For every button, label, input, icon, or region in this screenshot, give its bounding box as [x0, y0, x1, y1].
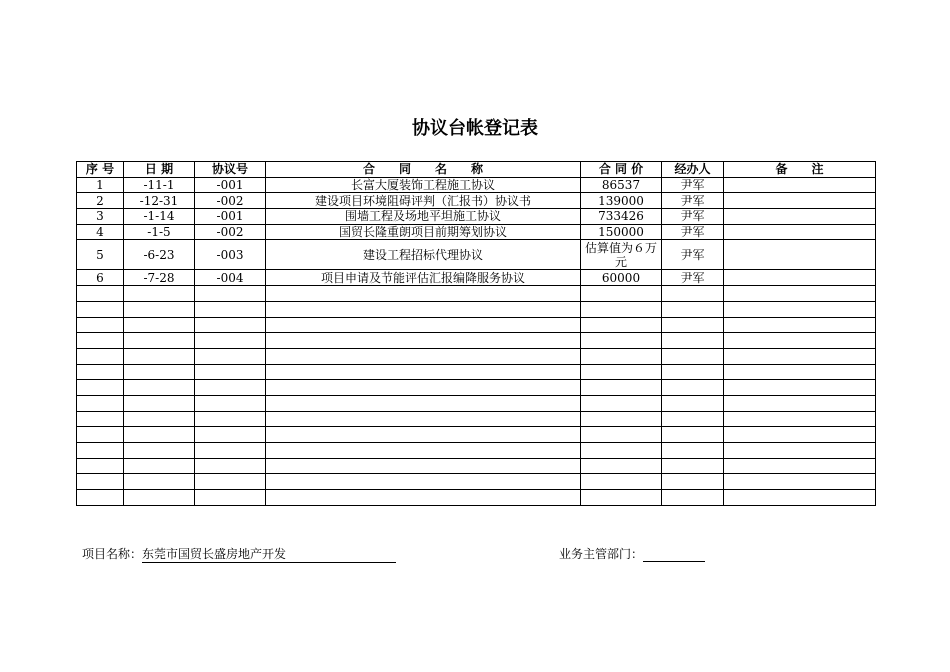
cell-price: 139000 [581, 193, 662, 209]
cell-code: -002 [195, 224, 266, 240]
empty-cell [124, 395, 195, 411]
cell-no: 6 [77, 270, 124, 286]
empty-cell [581, 301, 662, 317]
empty-cell [724, 395, 876, 411]
empty-row [77, 364, 876, 380]
department-field [559, 545, 705, 562]
empty-cell [124, 474, 195, 490]
column-header: 日 期 [124, 162, 195, 178]
cell-price: 60000 [581, 270, 662, 286]
empty-cell [724, 427, 876, 443]
cell-handler: 尹军 [662, 270, 724, 286]
table-row [77, 224, 876, 240]
empty-cell [581, 380, 662, 396]
empty-cell [266, 364, 581, 380]
page-title: 协议台帐登记表 [412, 118, 538, 139]
department-label: 业务主管部门： [559, 547, 644, 561]
empty-cell [724, 380, 876, 396]
empty-cell [724, 443, 876, 459]
empty-cell [581, 458, 662, 474]
empty-cell [77, 490, 124, 506]
empty-row [77, 395, 876, 411]
cell-name: 建设项目环境阻碍评判（汇报书）协议书 [266, 193, 581, 209]
empty-cell [724, 490, 876, 506]
empty-cell [662, 317, 724, 333]
empty-cell [662, 348, 724, 364]
empty-cell [662, 380, 724, 396]
cell-remark [724, 240, 876, 270]
cell-no: 5 [77, 240, 124, 270]
cell-code: -003 [195, 240, 266, 270]
empty-cell [77, 301, 124, 317]
cell-remark [724, 270, 876, 286]
empty-cell [195, 333, 266, 349]
empty-cell [124, 427, 195, 443]
cell-date: -7-28 [124, 270, 195, 286]
empty-cell [266, 427, 581, 443]
cell-no: 1 [77, 177, 124, 193]
column-header: 序 号 [77, 162, 124, 178]
empty-cell [662, 395, 724, 411]
empty-cell [581, 474, 662, 490]
empty-cell [124, 458, 195, 474]
cell-handler: 尹军 [662, 193, 724, 209]
empty-cell [662, 427, 724, 443]
empty-cell [124, 333, 195, 349]
empty-cell [724, 348, 876, 364]
cell-code: -004 [195, 270, 266, 286]
table-row [77, 240, 876, 270]
empty-cell [724, 317, 876, 333]
empty-cell [581, 411, 662, 427]
empty-cell [662, 458, 724, 474]
cell-handler: 尹军 [662, 224, 724, 240]
cell-date: -6-23 [124, 240, 195, 270]
empty-cell [581, 333, 662, 349]
empty-cell [124, 380, 195, 396]
cell-date: -1-5 [124, 224, 195, 240]
empty-row [77, 301, 876, 317]
empty-cell [662, 411, 724, 427]
empty-cell [77, 348, 124, 364]
empty-cell [195, 301, 266, 317]
cell-no: 3 [77, 209, 124, 225]
empty-row [77, 443, 876, 459]
project-name-value: 东莞市国贸长盛房地产开发 [142, 545, 396, 563]
empty-cell [195, 427, 266, 443]
ledger-table [76, 161, 876, 506]
column-header: 合 同 名 称 [266, 162, 581, 178]
empty-cell [724, 411, 876, 427]
empty-cell [195, 286, 266, 302]
empty-cell [195, 443, 266, 459]
cell-remark [724, 209, 876, 225]
empty-cell [77, 395, 124, 411]
empty-row [77, 458, 876, 474]
table-row [77, 177, 876, 193]
column-header: 备 注 [724, 162, 876, 178]
empty-cell [195, 411, 266, 427]
empty-cell [581, 443, 662, 459]
cell-handler: 尹军 [662, 240, 724, 270]
empty-cell [266, 348, 581, 364]
empty-cell [124, 301, 195, 317]
cell-name: 长富大厦装饰工程施工协议 [266, 177, 581, 193]
empty-cell [724, 364, 876, 380]
cell-price: 733426 [581, 209, 662, 225]
empty-cell [266, 490, 581, 506]
empty-cell [662, 364, 724, 380]
cell-code: -002 [195, 193, 266, 209]
empty-cell [124, 490, 195, 506]
empty-cell [77, 317, 124, 333]
empty-cell [124, 411, 195, 427]
empty-cell [662, 286, 724, 302]
empty-row [77, 427, 876, 443]
cell-name: 建设工程招标代理协议 [266, 240, 581, 270]
department-blank [643, 547, 705, 562]
cell-remark [724, 177, 876, 193]
empty-cell [724, 458, 876, 474]
empty-cell [77, 474, 124, 490]
empty-cell [581, 286, 662, 302]
cell-date: -1-14 [124, 209, 195, 225]
empty-cell [662, 443, 724, 459]
table-header-row [77, 162, 876, 178]
column-header: 合 同 价 [581, 162, 662, 178]
empty-cell [581, 490, 662, 506]
empty-cell [195, 348, 266, 364]
empty-cell [77, 458, 124, 474]
empty-cell [266, 474, 581, 490]
cell-no: 2 [77, 193, 124, 209]
empty-cell [77, 411, 124, 427]
empty-row [77, 333, 876, 349]
empty-cell [724, 301, 876, 317]
empty-cell [266, 317, 581, 333]
empty-cell [662, 474, 724, 490]
empty-cell [266, 395, 581, 411]
column-header: 协议号 [195, 162, 266, 178]
empty-cell [581, 427, 662, 443]
table-row [77, 209, 876, 225]
empty-cell [77, 427, 124, 443]
empty-cell [195, 458, 266, 474]
empty-cell [124, 364, 195, 380]
cell-code: -001 [195, 177, 266, 193]
empty-cell [662, 301, 724, 317]
empty-cell [581, 317, 662, 333]
cell-price: 86537 [581, 177, 662, 193]
cell-date: -12-31 [124, 193, 195, 209]
empty-row [77, 380, 876, 396]
empty-cell [266, 380, 581, 396]
cell-handler: 尹军 [662, 177, 724, 193]
cell-handler: 尹军 [662, 209, 724, 225]
empty-cell [77, 333, 124, 349]
empty-cell [724, 286, 876, 302]
empty-row [77, 348, 876, 364]
column-header: 经办人 [662, 162, 724, 178]
table-row [77, 193, 876, 209]
empty-row [77, 411, 876, 427]
empty-cell [195, 317, 266, 333]
cell-name: 围墙工程及场地平坦施工协议 [266, 209, 581, 225]
empty-cell [195, 395, 266, 411]
empty-cell [195, 490, 266, 506]
cell-remark [724, 224, 876, 240]
empty-cell [124, 348, 195, 364]
empty-row [77, 317, 876, 333]
empty-cell [266, 333, 581, 349]
empty-row [77, 286, 876, 302]
empty-cell [266, 411, 581, 427]
empty-row [77, 474, 876, 490]
cell-code: -001 [195, 209, 266, 225]
empty-cell [77, 443, 124, 459]
empty-cell [662, 490, 724, 506]
empty-cell [124, 286, 195, 302]
cell-no: 4 [77, 224, 124, 240]
empty-cell [724, 333, 876, 349]
empty-cell [581, 348, 662, 364]
cell-price: 150000 [581, 224, 662, 240]
empty-cell [581, 395, 662, 411]
empty-cell [124, 317, 195, 333]
empty-cell [266, 443, 581, 459]
empty-cell [124, 443, 195, 459]
cell-name: 国贸长隆重朗项目前期筹划协议 [266, 224, 581, 240]
empty-cell [195, 380, 266, 396]
cell-price: 估算值为６万元 [581, 240, 662, 270]
empty-row [77, 490, 876, 506]
empty-cell [266, 458, 581, 474]
empty-cell [266, 301, 581, 317]
empty-cell [266, 286, 581, 302]
cell-date: -11-1 [124, 177, 195, 193]
project-name-label: 项目名称： [82, 547, 143, 561]
empty-cell [195, 364, 266, 380]
cell-name: 项目申请及节能评估汇报编降服务协议 [266, 270, 581, 286]
project-name-field [82, 545, 396, 563]
empty-cell [77, 364, 124, 380]
empty-cell [581, 364, 662, 380]
table-row [77, 270, 876, 286]
empty-cell [77, 380, 124, 396]
cell-remark [724, 193, 876, 209]
empty-cell [662, 333, 724, 349]
empty-cell [77, 286, 124, 302]
empty-cell [724, 474, 876, 490]
empty-cell [195, 474, 266, 490]
